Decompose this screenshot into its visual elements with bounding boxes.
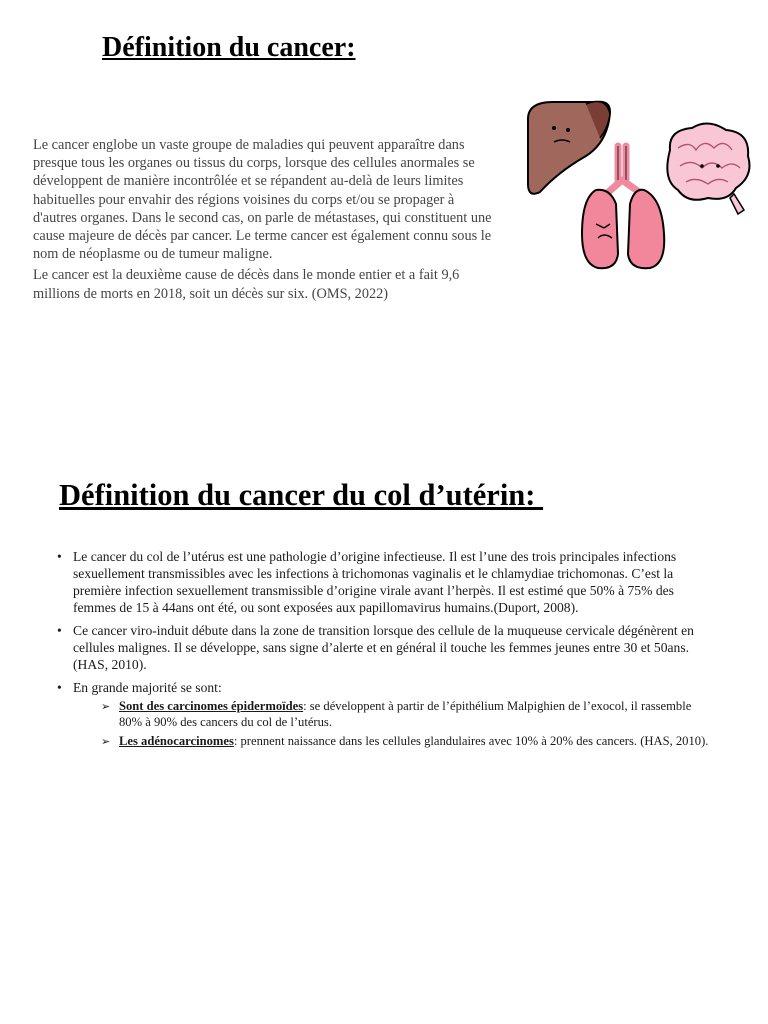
organs-illustration (518, 94, 758, 274)
list-item-text: Le cancer du col de l’utérus est une pathologie d’origine infectieuse. Il est l’une des trois principales infections sexuellement transmissibles avec les infections à trichomonas vaginalis et le chlamydiae trichomonas. C’est la première infection sexuellement transmissible d’origine virale avant l’herpès. Il est estimé que 50% à 75% des femmes de 15 à 44ans ont été, ou sont exposées aux papillomavirus humains.(Duport, 2008). (73, 549, 677, 615)
intro-paragraph: Le cancer est la deuxième cause de décès dans le monde entier et a fait 9,6 millions de morts en 2018, soit un décès sur six. (OMS, 2022) (33, 267, 460, 302)
sub-item-term: Les adénocarcinomes (119, 734, 234, 748)
sub-list-item (101, 699, 715, 730)
bullet-list (55, 548, 715, 756)
intro-text-block (33, 136, 498, 306)
lungs-icon (582, 146, 664, 268)
brain-icon (667, 123, 749, 214)
sub-item-text: : se développent à partir de l’épithélium Malpighien de l’exocol, il rassemble 80% à 90% des cancers du col de l’utérus. (119, 699, 692, 729)
section-title-cervical-cancer: Définition du cancer du col d’utérin: (59, 478, 544, 512)
liver-icon (528, 102, 610, 194)
sub-list (101, 699, 715, 750)
list-item-text: Ce cancer viro-induit débute dans la zone de transition lorsque des cellule de la muqueuse cervicale dégénèrent en cellules malignes. Il se développe, sans signe d’alerte et en général il touche les femmes jeunes entre 30 et 50ans. (HAS, 2010). (73, 623, 694, 672)
section-title-cancer: Définition du cancer: (102, 32, 356, 63)
intro-paragraph: Le cancer englobe un vaste groupe de maladies qui peuvent apparaître dans presque tous les organes ou tissus du corps, lorsque des cellules anormales se développent de manière incontrôlée et se répandent au-delà de leurs limites habituelles pour envahir des régions voisines du corps et/ou se propager à d'autres organes. Dans le second cas, on parle de métastases, qui constituent une cause majeure de décès par cancer. Le terme cancer est également connu sous le nom de néoplasme ou de tumeur maligne. (33, 137, 492, 263)
list-item (55, 679, 715, 750)
list-item-text: En grande majorité se sont: (73, 680, 222, 695)
sub-list-item (101, 734, 715, 750)
list-item (55, 622, 715, 673)
sub-item-text: : prennent naissance dans les cellules glandulaires avec 10% à 20% des cancers. (HAS, 2010). (233, 734, 709, 748)
list-item (55, 548, 715, 616)
sub-item-term: Sont des carcinomes épidermoïdes (119, 699, 304, 713)
